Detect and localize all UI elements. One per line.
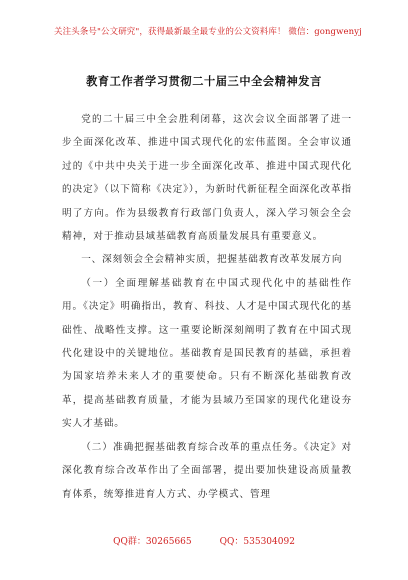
qq-group-text: QQ群：30265665: [113, 537, 192, 547]
section-heading-1: 一、深刻领会全会精神实质，把握基础教育改革发展方向: [81, 254, 343, 266]
qq-number-text: QQ：535304092: [219, 537, 295, 547]
contact-footer: [0, 534, 408, 547]
document-title: 教育工作者学习贯彻二十届三中全会精神发言: [86, 74, 322, 88]
promo-banner: 关注头条号"公文研究"，获得最新最全最专业的公文资料库！ 微信：gongwenyj: [54, 27, 362, 37]
paragraph-intro: 党的二十届三中全会胜利闭幕，这次会议全面部署了进一步全面深化改革、推进中国式现代化的宏伟蓝图。全会审议通过的《中共中央关于进一步全面深化改革、推进中国式现代化的决定》（以下简称《决定》），为新时代新征程全面深化改革指明了方向。作为县级教育行政部门负责人，深入学习领会全会精神，对于推动县域基础教育高质量发展具有重要意义。: [62, 114, 352, 243]
document-body: [62, 108, 352, 506]
paragraph-1-2: （二）准确把握基础教育综合改革的重点任务。《决定》对深化教育综合改革作出了全面部署，提出要加快建设高质量教育体系，统筹推进育人方式、办学模式、管理: [62, 441, 352, 500]
paragraph-1-1: （一）全面理解基础教育在中国式现代化中的基础性作用。《决定》明确指出，教育、科技、人才是中国式现代化的基础性、战略性支撑。这一重要论断深刻阐明了教育在中国式现代化建设中的关键地位。基础教育是国民教育的基础，承担着为国家培养未来人才的重要使命。只有不断深化基础教育改革，提高基础教育质量，才能为县域乃至国家的现代化建设夯实人才基础。: [62, 277, 352, 430]
